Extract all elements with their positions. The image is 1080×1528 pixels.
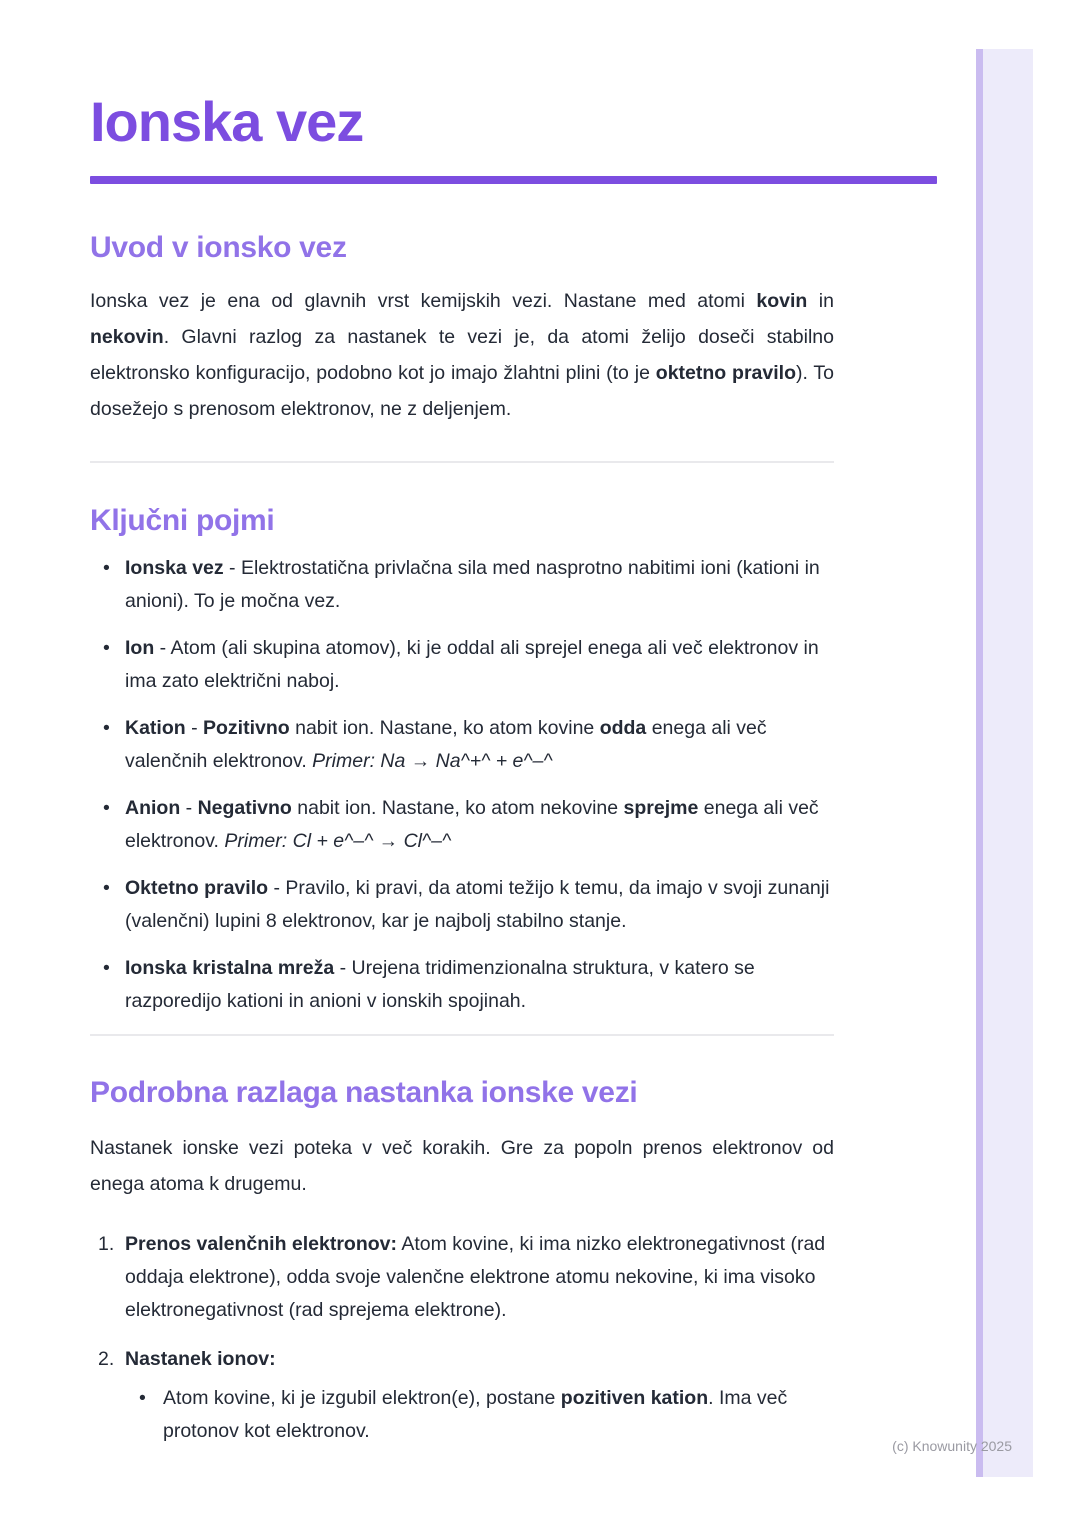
text-segment: - Urejena tridimenzionalna struktura, v katero se razporedijo kationi in anioni v ionskih spojinah.: [125, 957, 755, 1012]
bullet-icon: •: [103, 717, 110, 739]
section-heading-kljucni: Ključni pojmi: [90, 504, 275, 537]
formation-steps-list: [90, 1228, 834, 1448]
text-segment: kovin: [756, 290, 808, 312]
text-segment: enega ali več elektronov.: [125, 797, 819, 852]
text-segment: Prenos valenčnih elektronov:: [125, 1233, 398, 1255]
text-segment: Anion: [125, 797, 181, 819]
text-segment: Atom kovine, ki je izgubil elektron(e), postane: [163, 1387, 561, 1409]
text-segment: Pozitivno: [203, 717, 290, 739]
list-item-text: [125, 872, 834, 938]
list-item-text: [125, 952, 834, 1018]
copyright-notice: (c) Knowunity 2025: [892, 1438, 1012, 1454]
text-segment: - Atom (ali skupina atomov), ki je oddal ali sprejel enega ali več elektronov in ima zato električni naboj.: [125, 637, 819, 692]
page-content: [90, 0, 834, 1464]
text-segment: -: [180, 797, 198, 819]
number-label: 1.: [98, 1233, 115, 1255]
text-segment: Ionska vez je ena od glavnih vrst kemijskih vezi. Nastane med atomi: [90, 290, 757, 312]
list-item-text: [125, 1228, 834, 1327]
text-segment: Primer: Cl + e^–^ → Cl^–^: [224, 830, 452, 852]
text-segment: Nastanek ionov:: [125, 1348, 276, 1370]
text-segment: - Pravilo, ki pravi, da atomi težijo k temu, da imajo v svoji zunanji (valenčni) lupini 8 elektronov, kar je najbolj stabilno stanje.: [125, 877, 830, 932]
key-term-item: [90, 792, 834, 858]
detail-paragraph: [90, 1130, 834, 1202]
sub-bullet-item: [125, 1382, 834, 1448]
bullet-icon: •: [139, 1387, 146, 1409]
text-segment: Ionska kristalna mreža: [125, 957, 335, 979]
list-item-text: [163, 1382, 834, 1448]
list-item-text: [125, 712, 834, 778]
key-term-item: [90, 552, 834, 618]
section-heading-uvod: Uvod v ionsko vez: [90, 231, 347, 264]
text-segment: Nastanek ionske vezi poteka v več korakih. Gre za popoln prenos elektronov od enega atoma k drugemu.: [90, 1137, 834, 1195]
page-title: Ionska vez: [90, 90, 364, 153]
text-segment: Ionska vez: [125, 557, 224, 579]
section-divider: [90, 461, 834, 463]
bullet-icon: •: [103, 637, 110, 659]
section-heading-podrobna: Podrobna razlaga nastanka ionske vezi: [90, 1076, 638, 1109]
next-page-stripe: [976, 49, 1033, 1477]
text-segment: Oktetno pravilo: [125, 877, 269, 899]
text-segment: oktetno pravilo: [655, 362, 796, 384]
intro-paragraph: [90, 283, 834, 427]
text-segment: enega ali več valenčnih elektronov.: [125, 717, 767, 772]
bullet-icon: •: [103, 957, 110, 979]
numbered-step-item: [90, 1343, 834, 1448]
text-segment: Negativno: [197, 797, 292, 819]
list-item-text: [125, 792, 834, 858]
text-segment: nekovin: [90, 326, 164, 348]
key-term-item: [90, 872, 834, 938]
text-segment: pozitiven kation: [560, 1387, 709, 1409]
number-label: 2.: [98, 1348, 115, 1370]
text-segment: Primer: Na → Na^+^ + e^–^: [312, 750, 553, 772]
text-segment: Kation: [125, 717, 186, 739]
text-segment: Ion: [125, 637, 155, 659]
numbered-step-item: [90, 1228, 834, 1327]
text-segment: . Ima več protonov kot elektronov.: [163, 1387, 788, 1442]
text-segment: . Glavni razlog za nastanek te vezi je, da atomi želijo doseči stabilno elektronsko konfiguracijo, podobno kot jo imajo žlahtni plini (to je: [90, 326, 834, 384]
key-term-item: [90, 712, 834, 778]
list-item-text: [125, 1343, 834, 1448]
bullet-icon: •: [103, 557, 110, 579]
text-segment: Atom kovine, ki ima nizko elektronegativnost (rad oddaja elektrone), odda svoje valenčne elektrone atomu nekovine, ki ima visoko elektronegativnost (rad sprejema elektrone).: [125, 1233, 826, 1321]
list-item-text: [125, 552, 834, 618]
list-item-text: [125, 632, 834, 698]
key-terms-list: [90, 552, 834, 1018]
key-term-item: [90, 952, 834, 1018]
bullet-icon: •: [103, 877, 110, 899]
text-segment: sprejme: [623, 797, 699, 819]
section-divider: [90, 1034, 834, 1036]
text-segment: ). To dosežejo s prenosom elektronov, ne z deljenjem.: [90, 362, 834, 420]
key-term-item: [90, 632, 834, 698]
text-segment: - Elektrostatična privlačna sila med nasprotno nabitimi ioni (kationi in anioni). To je močna vez.: [125, 557, 820, 612]
bullet-icon: •: [103, 797, 110, 819]
title-underline: [90, 176, 937, 184]
text-segment: odda: [599, 717, 647, 739]
text-segment: in: [807, 290, 834, 312]
text-segment: nabit ion. Nastane, ko atom kovine: [289, 717, 600, 739]
text-segment: nabit ion. Nastane, ko atom nekovine: [291, 797, 624, 819]
text-segment: -: [185, 717, 204, 739]
